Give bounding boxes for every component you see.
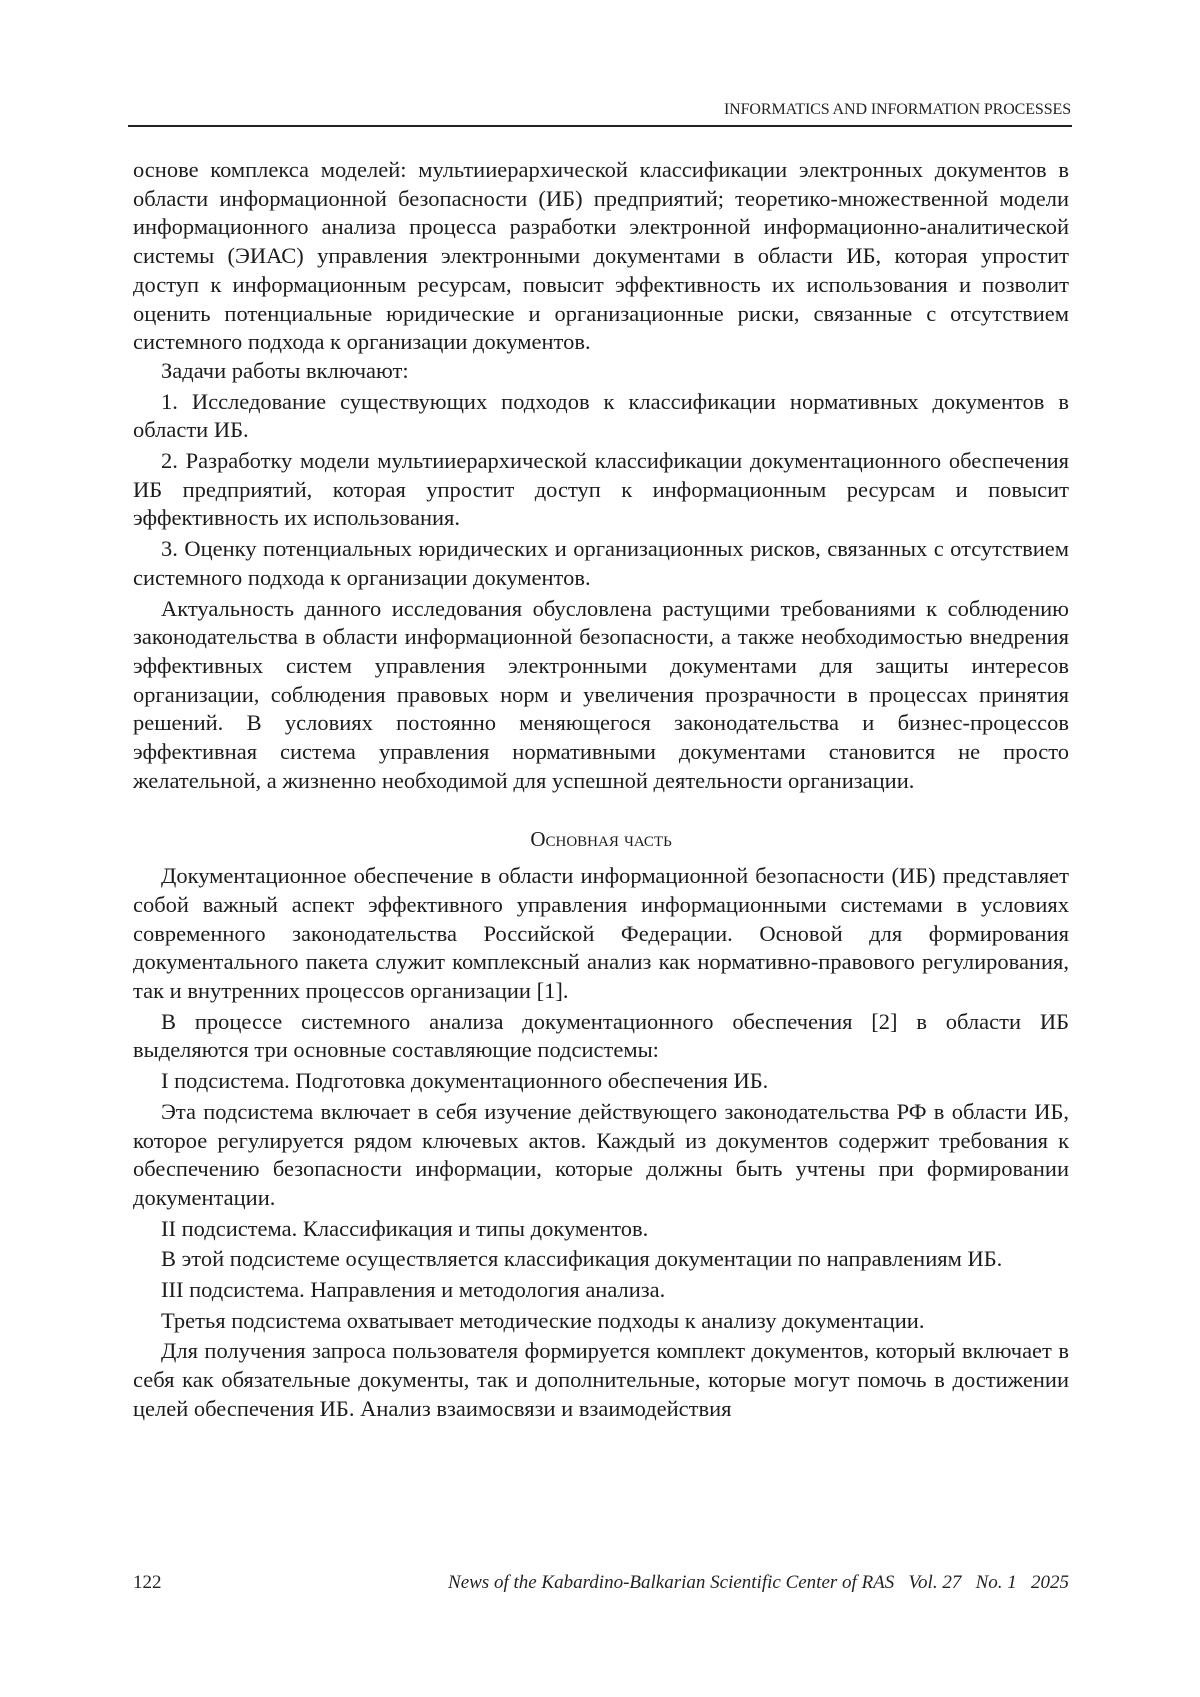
list-item: 2. Разработку модели мультииерархической классификации документационного обеспечения ИБ предприятий, которая упростит доступ к информационным ресурсам и повысит эффективность их использования. [133, 448, 1069, 531]
paragraph: основе комплекса моделей: мультииерархической классификации электронных документов в области информационной безопасности (ИБ) предприятий; теоретико-множественной модели информационного анализа процесса разработки электронной информационно-аналитической системы (ЭИАС) управления электронными документами в области ИБ, которая упростит доступ к информационным ресурсам, повысит эффективность их использования и позволит оценить потенциальные юридические и организационные риски, связанные с отсутствием системного подхода к организации документов. [133, 157, 1069, 355]
paragraph: II подсистема. Классификация и типы документов. [161, 1215, 649, 1241]
paragraph: Актуальность данного исследования обусловлена растущими требованиями к соблюдению законодательства в области информационной безопасности, а также необходимостью внедрения эффективных систем управления электронными документами для защиты интересов организации, соблюдения правовых норм и увеличения прозрачности в процессах принятия решений. В условиях постоянно меняющегося законодательства и бизнес-процессов эффективная система управления нормативными документами становится не просто желательной, а жизненно необходимой для успешной деятельности организации. [133, 595, 1069, 793]
list-item: 1. Исследование существующих подходов к классификации нормативных документов в области ИБ. [133, 388, 1069, 443]
paragraph: Задачи работы включают: [161, 357, 409, 383]
list-item: 3. Оценку потенциальных юридических и организационных рисков, связанных с отсутствием системного подхода к организации документов. [133, 536, 1069, 590]
header-rule [128, 125, 1072, 127]
page-number: 122 [133, 1572, 162, 1593]
paragraph: В процессе системного анализа документационного обеспечения [2] в области ИБ выделяются три основные составляющие подсистемы: [133, 1008, 1069, 1063]
paragraph: Для получения запроса пользователя формируется комплект документов, который включает в себя как обязательные документы, так и дополнительные, которые могут помочь в достижении целей обеспечения ИБ. Анализ взаимосвязи и взаимодействия [133, 1338, 1069, 1421]
paragraph: Документационное обеспечение в области информационной безопасности (ИБ) представляет собой важный аспект эффективного управления информационными системами в условиях современного законодательства Российской Федерации. Основой для формирования документального пакета служит комплексный анализ как нормативно-правового регулирования, так и внутренних процессов организации [1]. [133, 863, 1069, 1003]
article-body [133, 156, 1069, 1424]
journal-citation: News of the Kabardino-Balkarian Scientific Center of RAS Vol. 27 No. 1 2025 [448, 1572, 1069, 1593]
running-title: INFORMATICS AND INFORMATION PROCESSES [723, 101, 1071, 118]
section-heading: Основная часть [530, 827, 672, 852]
paragraph: В этой подсистеме осуществляется классификация документации по направлениям ИБ. [161, 1246, 1003, 1272]
paragraph: I подсистема. Подготовка документационного обеспечения ИБ. [161, 1068, 769, 1094]
paragraph: Третья подсистема охватывает методические подходы к анализу документации. [161, 1307, 925, 1333]
paragraph: Эта подсистема включает в себя изучение действующего законодательства РФ в области ИБ, которое регулируется рядом ключевых актов. Каждый из документов содержит требования к обеспечению безопасности информации, которые должны быть учтены при формировании документации. [133, 1098, 1069, 1210]
paragraph: III подсистема. Направления и методология анализа. [161, 1277, 666, 1303]
